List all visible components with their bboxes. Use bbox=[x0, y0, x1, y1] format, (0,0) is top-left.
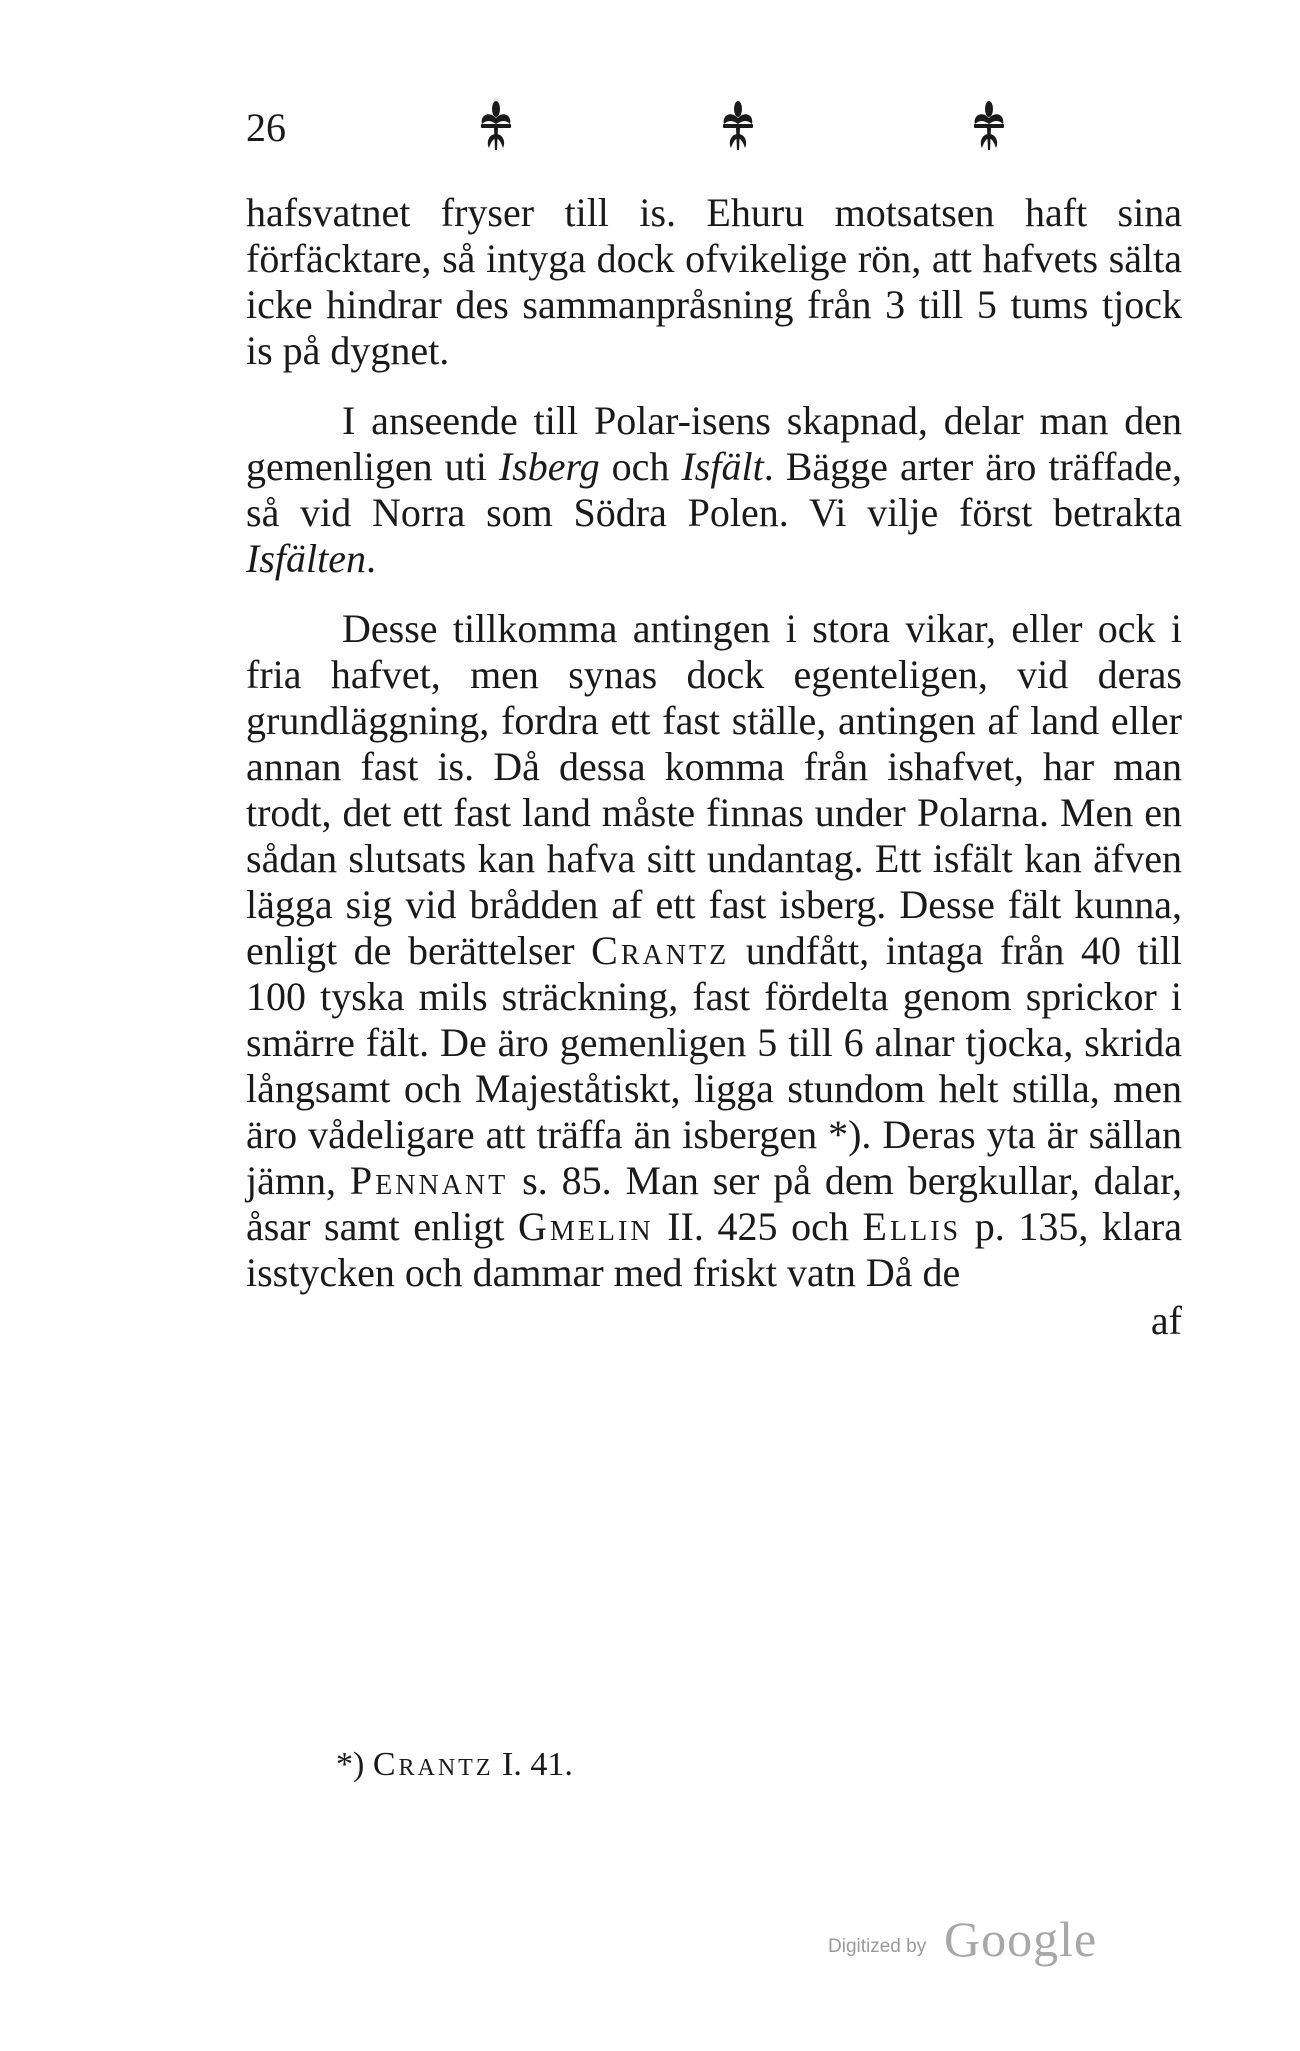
page-header bbox=[246, 98, 1026, 158]
author-name: Pennant bbox=[349, 1158, 509, 1203]
page-number: 26 bbox=[246, 105, 286, 150]
footnote-reference: I. 41. bbox=[502, 1746, 573, 1783]
catchword: af bbox=[1150, 1298, 1182, 1343]
paragraph-1: hafsvatnet fryser till is. Ehuru motsatsen haft sina förfäcktare, så intyga dock ofvikelige rön, att hafvets sälta icke hindrar des sammanpråsning från 3 till 5 tums tjock is på dygnet. bbox=[246, 190, 1182, 373]
italic-term: Isfälten bbox=[246, 536, 366, 581]
italic-term: Isfält bbox=[681, 444, 764, 489]
text-run: . Bägge arter äro träffade, så vid Norra som Södra Polen. Vi vilje först betrakta bbox=[246, 444, 1182, 535]
footnote-marker: *) bbox=[336, 1746, 365, 1783]
text-run: I anseende till Polar-isens skapnad, delar man den gemenligen uti bbox=[246, 398, 1182, 489]
italic-term: Isberg bbox=[498, 444, 600, 489]
text-run: undfått, intaga från 40 till 100 tyska mils sträckning, fast fördelta genom sprickor i smärre fält. De äro gemenligen 5 till 6 alnar tjocka, skrida långsamt och Majeståtiskt, ligga stundom helt stilla, men äro vådeligare att träffa än isbergen *). Deras yta är sällan jämn, bbox=[246, 928, 1182, 1203]
footnote-author: Crantz bbox=[372, 1746, 494, 1783]
text-run: Desse tillkomma antingen i stora vikar, eller ock i fria hafvet, men synas dock egenteligen, vid deras grundläggning, fordra ett fast ställe, antingen af land eller annan fast is. Då dessa komma från ishafvet, har man trodt, det ett fast land måste finnas under Polarna. Men en sådan slutsats kan hafva sitt undantag. Ett isfält kan äfven lägga sig vid brådden af ett fast isberg. Desse fält kunna, enligt de berättelser bbox=[246, 606, 1182, 973]
digitized-watermark bbox=[828, 1910, 1128, 1970]
fleuron-icon bbox=[971, 100, 1007, 154]
watermark-prefix: Digitized by bbox=[828, 1936, 927, 1957]
fleuron-icon bbox=[478, 100, 514, 154]
body-text bbox=[246, 190, 1182, 1344]
text-run: . bbox=[365, 536, 376, 581]
text-run: II. 425 och bbox=[653, 1204, 863, 1249]
fleuron-icon bbox=[720, 100, 756, 154]
author-name: Ellis bbox=[862, 1204, 962, 1249]
paragraph-3 bbox=[246, 606, 1182, 1296]
author-name: Crantz bbox=[591, 928, 730, 973]
text-run: p. 135, klara isstycken och dammar med friskt vatn Då de bbox=[246, 1204, 1182, 1295]
google-logo: Google bbox=[944, 1911, 1098, 1967]
text-run: och bbox=[599, 444, 682, 489]
footnote bbox=[336, 1742, 573, 1788]
author-name: Gmelin bbox=[518, 1204, 654, 1249]
text-run: s. 85. Man ser på dem bergkullar, dalar, åsar samt enligt bbox=[246, 1158, 1182, 1249]
paragraph-2 bbox=[246, 398, 1182, 582]
